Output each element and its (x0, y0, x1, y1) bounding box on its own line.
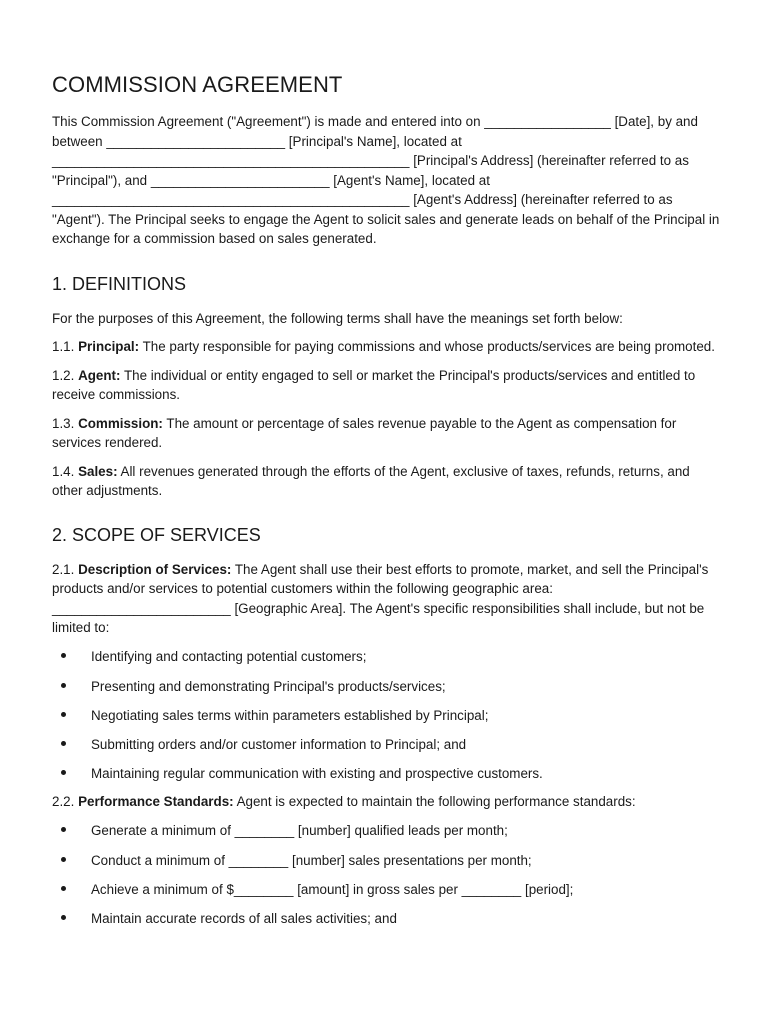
term-label: Agent: (78, 367, 121, 383)
list-item: Submitting orders and/or customer information to Principal; and (52, 735, 722, 755)
term-text: The individual or entity engaged to sell or market the Principal's products/services and entitled to receive commissions. (52, 367, 696, 402)
definitions-heading: 1. DEFINITIONS (52, 273, 187, 294)
term-text: The amount or percentage of sales revenue payable to the Agent as compensation for services rendered. (52, 415, 677, 450)
clause-number: 2.2. (52, 793, 75, 809)
performance-standards-clause (52, 792, 722, 812)
definition-agent (52, 366, 722, 405)
bullet-icon (61, 827, 66, 832)
clause-text: Agent is expected to maintain the following performance standards: (236, 793, 636, 809)
definition-principal (52, 337, 722, 357)
bullet-icon (61, 886, 66, 891)
responsibilities-list (52, 647, 722, 784)
list-item: Maintaining regular communication with existing and prospective customers. (52, 764, 722, 784)
intro-paragraph: This Commission Agreement ("Agreement") is made and entered into on _________________ [Date], by and between ________________________ [Principal's Name], located at ________________________________________________ [Principal's Address] (hereinafter referred to as "Principal"), and ________________________ [Agent's Name], located at ________________________________________________ [Agent's Address] (hereinafter referred to as "Agent"). The Principal seeks to engage the Agent to solicit sales and generate leads on behalf of the Principal in exchange for a commission based on sales generated. (52, 114, 720, 246)
list-item: Achieve a minimum of $________ [amount] in gross sales per ________ [period]; (52, 880, 722, 900)
term-label: Sales: (78, 463, 118, 479)
list-item: Presenting and demonstrating Principal's products/services; (52, 677, 722, 697)
term-label: Description of Services: (78, 561, 232, 577)
definition-sales (52, 462, 722, 501)
clause-number: 2.1. (52, 561, 75, 577)
list-item: Conduct a minimum of ________ [number] sales presentations per month; (52, 851, 722, 871)
term-label: Performance Standards: (78, 793, 234, 809)
bullet-icon (61, 683, 66, 688)
clause-number: 1.3. (52, 415, 75, 431)
term-label: Principal: (78, 339, 140, 354)
term-text: All revenues generated through the efforts of the Agent, exclusive of taxes, refunds, returns, and other adjustments. (52, 463, 690, 498)
term-text: The party responsible for paying commissions and whose products/services are being promoted. (142, 339, 715, 354)
list-item: Maintain accurate records of all sales activities; and (52, 909, 722, 929)
document-page (52, 72, 722, 929)
clause-number: 1.4. (52, 463, 75, 479)
bullet-icon (61, 653, 66, 658)
document-title: COMMISSION AGREEMENT (52, 72, 343, 97)
bullet-icon (61, 712, 66, 717)
list-item: Identifying and contacting potential customers; (52, 647, 722, 667)
description-of-services-clause (52, 560, 722, 638)
clause-text: The Agent shall use their best efforts to promote, market, and sell the Principal's products and/or services to potential customers within the following geographic area: ________________________ [Geographic Area]. The Agent's specific responsibilities shall include, but not be limited to: (52, 561, 709, 635)
definitions-intro: For the purposes of this Agreement, the following terms shall have the meanings set forth below: (52, 310, 623, 326)
list-item: Negotiating sales terms within parameters established by Principal; (52, 706, 722, 726)
scope-heading: 2. SCOPE OF SERVICES (52, 524, 261, 545)
term-label: Commission: (78, 415, 163, 431)
bullet-icon (61, 915, 66, 920)
performance-standards-list (52, 821, 722, 928)
bullet-icon (61, 857, 66, 862)
definition-commission (52, 414, 722, 453)
clause-number: 1.1. (52, 339, 75, 354)
list-item: Generate a minimum of ________ [number] qualified leads per month; (52, 821, 722, 841)
bullet-icon (61, 741, 66, 746)
bullet-icon (61, 770, 66, 775)
clause-number: 1.2. (52, 367, 75, 383)
